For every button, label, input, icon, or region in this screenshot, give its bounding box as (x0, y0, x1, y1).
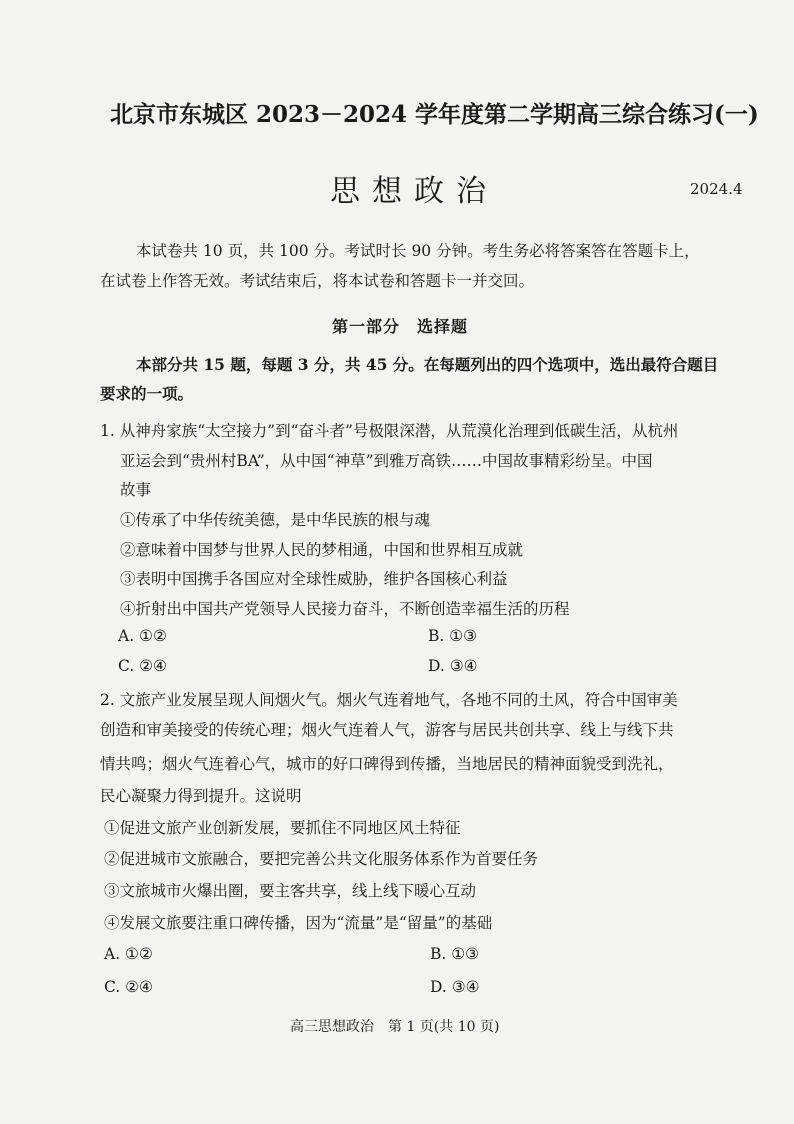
question-2-option-d: D. ③④ (430, 978, 480, 996)
question-2-option-b: B. ①③ (430, 945, 480, 963)
question-2-option-c: C. ②④ (104, 978, 153, 996)
question-2-statement: ③文旅城市火爆出圈，要主客共享，线上线下暖心互动 (104, 882, 477, 900)
instructions-line-1: 本试卷共 10 页，共 100 分。考试时长 90 分钟。考生务必将答案答在答题卡上， (136, 242, 700, 260)
part-note-line-2: 要求的一项。 (100, 384, 194, 403)
question-2-option-a: A. ①② (104, 945, 153, 963)
part-title: 第一部分 选择题 (332, 317, 469, 336)
question-2-statement: ②促进城市文旅融合，要把完善公共文化服务体系作为首要任务 (104, 850, 539, 868)
question-1-option-a: A. ①② (118, 627, 167, 645)
question-1-stem-line: 故事 (120, 481, 152, 499)
question-2-stem-line: 创造和审美接受的传统心理；烟火气连着人气，游客与居民共创共享、线上与线下共 (100, 721, 674, 739)
exam-date: 2024.4 (690, 180, 743, 198)
question-2-stem-line: 2. 文旅产业发展呈现人间烟火气。烟火气连着地气，各地不同的土风，符合中国审美 (100, 691, 678, 709)
question-1-option-b: B. ①③ (428, 627, 478, 645)
instructions-line-2: 在试卷上作答无效。考试结束后，将本试卷和答题卡一并交回。 (100, 272, 535, 290)
question-1-stem-line: 1. 从神舟家族“太空接力”到“奋斗者”号极限深潜，从荒漠化治理到低碳生活，从杭州 (100, 422, 679, 440)
question-1-option-c: C. ②④ (118, 657, 167, 675)
question-1-option-d: D. ③④ (428, 657, 478, 675)
part-note-line-1: 本部分共 15 题，每题 3 分，共 45 分。在每题列出的四个选项中，选出最符合题目 (136, 355, 719, 374)
exam-title: 北京市东城区 2023－2024 学年度第二学期高三综合练习(一) (110, 101, 759, 128)
question-2-statement: ①促进文旅产业创新发展，要抓住不同地区风土特征 (104, 819, 461, 837)
page-footer: 高三思想政治 第 1 页(共 10 页) (290, 1019, 500, 1035)
question-2-statement: ④发展文旅要注重口碑传播，因为“流量”是“留量”的基础 (104, 914, 493, 932)
question-1-statement: ①传承了中华传统美德，是中华民族的根与魂 (120, 511, 431, 529)
question-2-stem-line: 民心凝聚力得到提升。这说明 (100, 787, 302, 805)
question-2-stem-line: 情共鸣；烟火气连着心气，城市的好口碑得到传播，当地居民的精神面貌受到洗礼， (100, 755, 674, 773)
question-1-statement: ②意味着中国梦与世界人民的梦相通，中国和世界相互成就 (120, 541, 524, 559)
question-1-stem-line: 亚运会到“贵州村BA”，从中国“神草”到雅万高铁……中国故事精彩纷呈。中国 (120, 452, 653, 470)
subject-title: 思想政治 (330, 174, 498, 209)
question-1-statement: ③表明中国携手各国应对全球性威胁，维护各国核心利益 (120, 570, 508, 588)
question-1-statement: ④折射出中国共产党领导人民接力奋斗，不断创造幸福生活的历程 (120, 600, 570, 618)
